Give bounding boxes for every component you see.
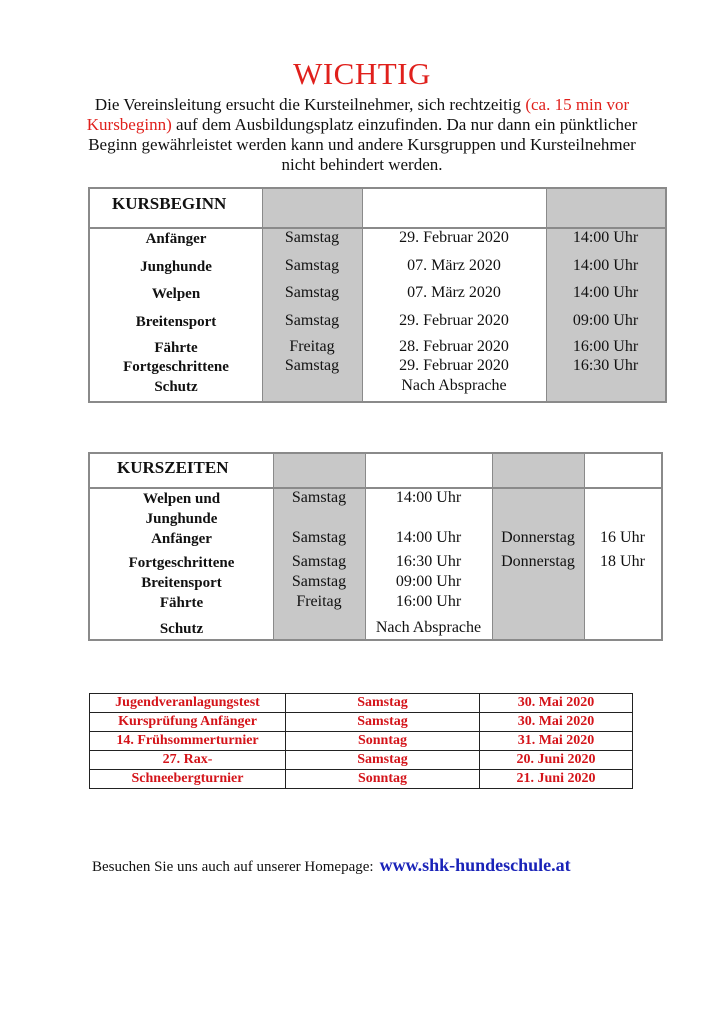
events-table xyxy=(89,693,633,789)
event-name: Schneebergturnier xyxy=(90,770,286,789)
kb-row1-time: 14:00 Uhr xyxy=(572,229,639,246)
kz-row3-name: Anfänger xyxy=(151,531,212,547)
kb-row4-day: Samstag xyxy=(284,312,340,329)
kb-row1-date: 29. Februar 2020 xyxy=(399,229,509,246)
kb-row2-time: 14:00 Uhr xyxy=(572,257,639,274)
kz-row4-day: Samstag xyxy=(291,553,347,570)
kb-row5-day: Freitag xyxy=(289,338,335,355)
kb-row3-day: Samstag xyxy=(284,284,340,301)
kb-row7-date: Nach Absprache xyxy=(401,377,507,394)
kz-row2-name: Junghunde xyxy=(145,511,218,527)
kb-row2-date: 07. März 2020 xyxy=(407,257,501,274)
kb-row3-time: 14:00 Uhr xyxy=(572,284,639,301)
kz-row3-day2: Donnerstag xyxy=(501,529,575,546)
kz-row4-day2: Donnerstag xyxy=(501,553,575,570)
kb-row5-name: Fährte xyxy=(154,340,198,356)
kb-row6-day: Samstag xyxy=(284,357,340,374)
event-date: 30. Mai 2020 xyxy=(480,713,633,732)
event-day: Sonntag xyxy=(286,732,480,751)
table-row xyxy=(90,732,633,751)
kurszeiten-header: KURSZEITEN xyxy=(117,458,229,477)
kb-row3-name: Welpen xyxy=(151,286,201,302)
event-date: 31. Mai 2020 xyxy=(480,732,633,751)
kz-row3-time2: 16 Uhr xyxy=(600,529,645,546)
event-date: 20. Juni 2020 xyxy=(480,751,633,770)
kb-row6-name: Fortgeschrittene xyxy=(123,359,229,375)
page-title: WICHTIG xyxy=(293,56,431,91)
event-name: 27. Rax- xyxy=(90,751,286,770)
event-date: 30. Mai 2020 xyxy=(480,694,633,713)
kz-row3-time: 14:00 Uhr xyxy=(395,529,462,546)
kz-row7-time: Nach Absprache xyxy=(375,619,482,636)
table-row xyxy=(90,751,633,770)
table-row xyxy=(90,770,633,789)
kz-row6-time: 16:00 Uhr xyxy=(395,593,462,610)
kb-row1-name: Anfänger xyxy=(145,231,207,247)
kz-row6-name: Fährte xyxy=(159,595,204,611)
event-name: Kursprüfung Anfänger xyxy=(90,713,286,732)
kz-row1-name: Welpen und xyxy=(142,491,221,507)
event-day: Samstag xyxy=(286,694,480,713)
kz-row4-time2: 18 Uhr xyxy=(600,553,645,570)
kz-row4-name: Fortgeschrittene xyxy=(128,555,235,571)
intro-highlight: (ca. 15 min vor Kursbeginn) xyxy=(86,95,630,134)
kb-row4-time: 09:00 Uhr xyxy=(572,312,639,329)
event-day: Sonntag xyxy=(286,770,480,789)
kz-row5-time: 09:00 Uhr xyxy=(395,573,462,590)
intro-text-1: Die Vereinsleitung ersucht die Kursteilnehmer, sich rechtzeitig xyxy=(94,95,526,114)
event-name: 14. Frühsommerturnier xyxy=(90,732,286,751)
kb-row1-day: Samstag xyxy=(284,229,340,246)
kb-row4-date: 29. Februar 2020 xyxy=(399,312,509,329)
table-row xyxy=(90,694,633,713)
intro-text-2: auf dem Ausbildungsplatz einzufinden. Da nur dann ein pünktlicher Beginn gewährleistet werden kann und andere Kursgruppen und Kursteilnehmer nicht behindert werden. xyxy=(88,115,638,174)
kb-row5-date: 28. Februar 2020 xyxy=(399,338,509,355)
kz-row5-name: Breitensport xyxy=(141,575,222,591)
event-name: Jugendveranlagungstest xyxy=(90,694,286,713)
kz-row6-day: Freitag xyxy=(296,593,342,610)
kb-row4-name: Breitensport xyxy=(135,314,217,330)
homepage-link[interactable]: www.shk-hundeschule.at xyxy=(379,855,571,875)
kursbeginn-header: KURSBEGINN xyxy=(112,194,227,213)
kb-row6-time: 16:30 Uhr xyxy=(572,357,639,374)
kb-row2-day: Samstag xyxy=(284,257,340,274)
kursbeginn-table xyxy=(88,187,667,403)
event-date: 21. Juni 2020 xyxy=(480,770,633,789)
kz-row1-time: 14:00 Uhr xyxy=(395,489,462,506)
kz-row4-time: 16:30 Uhr xyxy=(395,553,462,570)
kb-row6-date: 29. Februar 2020 xyxy=(399,357,509,374)
kb-row7-name: Schutz xyxy=(154,379,198,395)
kz-row3-day: Samstag xyxy=(291,529,347,546)
footer xyxy=(92,855,571,876)
kz-row7-name: Schutz xyxy=(159,621,204,637)
event-day: Samstag xyxy=(286,751,480,770)
kurszeiten-table xyxy=(88,452,663,641)
kz-row1-day: Samstag xyxy=(291,489,347,506)
kb-row2-name: Junghunde xyxy=(140,259,212,275)
intro-paragraph xyxy=(70,95,654,175)
footer-text: Besuchen Sie uns auch auf unserer Homepage: xyxy=(92,859,374,875)
kz-row5-day: Samstag xyxy=(291,573,347,590)
kb-row5-time: 16:00 Uhr xyxy=(572,338,639,355)
table-row xyxy=(90,713,633,732)
kb-row3-date: 07. März 2020 xyxy=(407,284,501,301)
event-day: Samstag xyxy=(286,713,480,732)
